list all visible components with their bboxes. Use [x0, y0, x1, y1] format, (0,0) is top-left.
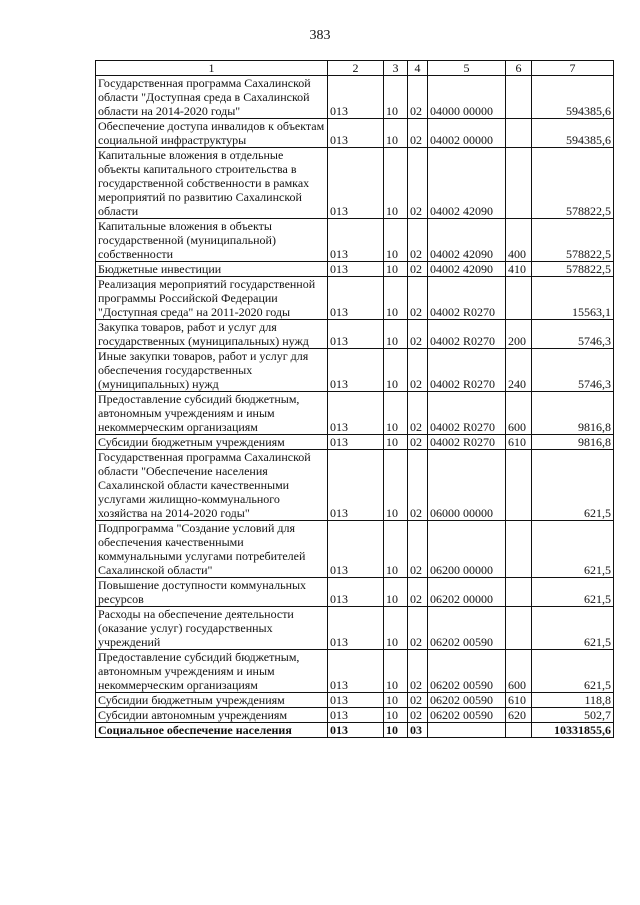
- table-row: [96, 349, 614, 392]
- table-row: [96, 119, 614, 148]
- page-number: 383: [309, 28, 331, 43]
- cell-admin-code: 013: [328, 119, 384, 148]
- cell-target-article: 06202 00590: [428, 607, 506, 650]
- cell-name: Подпрограмма "Создание условий для обеспечения качественными коммунальными услугами потребителей Сахалинской области": [96, 521, 328, 578]
- table-row: [96, 435, 614, 450]
- table-row: [96, 650, 614, 693]
- cell-section: 10: [384, 76, 408, 119]
- cell-name: Государственная программа Сахалинской области "Обеспечение населения Сахалинской области качественными услугами жилищно-коммунального хозяйства на 2014-2020 годы": [96, 450, 328, 521]
- cell-admin-code: 013: [328, 148, 384, 219]
- cell-admin-code: 013: [328, 650, 384, 693]
- cell-target-article: 04002 42090: [428, 262, 506, 277]
- cell-subsection: 02: [408, 650, 428, 693]
- cell-admin-code: 013: [328, 277, 384, 320]
- cell-expense-type: 400: [506, 219, 532, 262]
- cell-name: Социальное обеспечение населения: [96, 723, 328, 738]
- cell-target-article: 04000 00000: [428, 76, 506, 119]
- cell-section: 10: [384, 320, 408, 349]
- header-cell: 5: [428, 61, 506, 76]
- cell-expense-type: 600: [506, 392, 532, 435]
- cell-section: 10: [384, 148, 408, 219]
- cell-amount: 578822,5: [532, 148, 614, 219]
- cell-subsection: 02: [408, 708, 428, 723]
- table-row: [96, 320, 614, 349]
- cell-section: 10: [384, 219, 408, 262]
- header-cell: 6: [506, 61, 532, 76]
- cell-subsection: 02: [408, 450, 428, 521]
- cell-name: Расходы на обеспечение деятельности (оказание услуг) государственных учреждений: [96, 607, 328, 650]
- cell-admin-code: 013: [328, 435, 384, 450]
- cell-expense-type: 610: [506, 435, 532, 450]
- cell-name: Предоставление субсидий бюджетным, автономным учреждениям и иным некоммерческим организациям: [96, 650, 328, 693]
- cell-subsection: 02: [408, 76, 428, 119]
- cell-section: 10: [384, 708, 408, 723]
- cell-expense-type: 240: [506, 349, 532, 392]
- cell-subsection: 02: [408, 521, 428, 578]
- table-row: [96, 219, 614, 262]
- cell-target-article: 04002 00000: [428, 119, 506, 148]
- cell-admin-code: 013: [328, 262, 384, 277]
- cell-name: Закупка товаров, работ и услуг для государственных (муниципальных) нужд: [96, 320, 328, 349]
- header-cell: 7: [532, 61, 614, 76]
- header-cell: 1: [96, 61, 328, 76]
- table-row: [96, 277, 614, 320]
- cell-amount: 578822,5: [532, 262, 614, 277]
- cell-subsection: 02: [408, 693, 428, 708]
- cell-expense-type: [506, 521, 532, 578]
- table-row: [96, 708, 614, 723]
- cell-expense-type: 620: [506, 708, 532, 723]
- cell-subsection: 02: [408, 320, 428, 349]
- cell-name: Капитальные вложения в объекты государственной (муниципальной) собственности: [96, 219, 328, 262]
- cell-expense-type: [506, 578, 532, 607]
- cell-expense-type: 610: [506, 693, 532, 708]
- cell-admin-code: 013: [328, 349, 384, 392]
- cell-amount: 621,5: [532, 578, 614, 607]
- cell-name: Бюджетные инвестиции: [96, 262, 328, 277]
- cell-target-article: 06202 00590: [428, 650, 506, 693]
- cell-amount: 621,5: [532, 450, 614, 521]
- cell-amount: 15563,1: [532, 277, 614, 320]
- cell-subsection: 02: [408, 578, 428, 607]
- cell-expense-type: [506, 148, 532, 219]
- cell-target-article: 04002 R0270: [428, 435, 506, 450]
- cell-admin-code: 013: [328, 708, 384, 723]
- cell-amount: 621,5: [532, 650, 614, 693]
- cell-name: Повышение доступности коммунальных ресурсов: [96, 578, 328, 607]
- cell-expense-type: 200: [506, 320, 532, 349]
- header-cell: 3: [384, 61, 408, 76]
- cell-admin-code: 013: [328, 450, 384, 521]
- cell-subsection: 02: [408, 262, 428, 277]
- cell-subsection: 02: [408, 607, 428, 650]
- table-row: [96, 148, 614, 219]
- cell-admin-code: 013: [328, 693, 384, 708]
- cell-admin-code: 013: [328, 76, 384, 119]
- cell-target-article: 04002 42090: [428, 148, 506, 219]
- cell-target-article: 06202 00000: [428, 578, 506, 607]
- cell-section: 10: [384, 607, 408, 650]
- cell-section: 10: [384, 723, 408, 738]
- cell-expense-type: 600: [506, 650, 532, 693]
- cell-admin-code: 013: [328, 607, 384, 650]
- cell-expense-type: [506, 277, 532, 320]
- table-row: [96, 521, 614, 578]
- cell-expense-type: 410: [506, 262, 532, 277]
- table-row: [96, 578, 614, 607]
- cell-subsection: 02: [408, 435, 428, 450]
- cell-expense-type: [506, 723, 532, 738]
- cell-target-article: 06200 00000: [428, 521, 506, 578]
- cell-admin-code: 013: [328, 392, 384, 435]
- cell-section: 10: [384, 521, 408, 578]
- cell-name: Государственная программа Сахалинской области "Доступная среда в Сахалинской области на 2014-2020 годы": [96, 76, 328, 119]
- table-row: [96, 607, 614, 650]
- cell-name: Обеспечение доступа инвалидов к объектам социальной инфраструктуры: [96, 119, 328, 148]
- cell-amount: 594385,6: [532, 76, 614, 119]
- cell-subsection: 02: [408, 349, 428, 392]
- cell-section: 10: [384, 450, 408, 521]
- cell-name: Предоставление субсидий бюджетным, автономным учреждениям и иным некоммерческим организациям: [96, 392, 328, 435]
- table-row: [96, 693, 614, 708]
- cell-section: 10: [384, 392, 408, 435]
- cell-amount: 621,5: [532, 521, 614, 578]
- cell-target-article: 04002 R0270: [428, 392, 506, 435]
- table-row: [96, 723, 614, 738]
- cell-amount: 9816,8: [532, 392, 614, 435]
- table-row: [96, 262, 614, 277]
- cell-admin-code: 013: [328, 521, 384, 578]
- cell-admin-code: 013: [328, 320, 384, 349]
- cell-section: 10: [384, 119, 408, 148]
- cell-target-article: 06202 00590: [428, 693, 506, 708]
- cell-amount: 5746,3: [532, 320, 614, 349]
- table-row: [96, 392, 614, 435]
- cell-subsection: 02: [408, 219, 428, 262]
- cell-name: Капитальные вложения в отдельные объекты капитального строительства в государственной собственности в рамках мероприятий по развитию Сахалинской области: [96, 148, 328, 219]
- cell-name: Субсидии автономным учреждениям: [96, 708, 328, 723]
- cell-amount: 5746,3: [532, 349, 614, 392]
- cell-section: 10: [384, 693, 408, 708]
- cell-amount: 578822,5: [532, 219, 614, 262]
- cell-target-article: 06202 00590: [428, 708, 506, 723]
- cell-target-article: 04002 42090: [428, 219, 506, 262]
- cell-amount: 594385,6: [532, 119, 614, 148]
- cell-target-article: 04002 R0270: [428, 320, 506, 349]
- header-cell: 2: [328, 61, 384, 76]
- cell-amount: 118,8: [532, 693, 614, 708]
- cell-subsection: 02: [408, 148, 428, 219]
- cell-target-article: 06000 00000: [428, 450, 506, 521]
- cell-subsection: 02: [408, 392, 428, 435]
- header-cell: 4: [408, 61, 428, 76]
- cell-target-article: 04002 R0270: [428, 277, 506, 320]
- cell-section: 10: [384, 650, 408, 693]
- cell-subsection: 03: [408, 723, 428, 738]
- cell-target-article: 04002 R0270: [428, 349, 506, 392]
- cell-expense-type: [506, 119, 532, 148]
- cell-target-article: [428, 723, 506, 738]
- cell-amount: 621,5: [532, 607, 614, 650]
- cell-section: 10: [384, 262, 408, 277]
- cell-subsection: 02: [408, 277, 428, 320]
- cell-admin-code: 013: [328, 723, 384, 738]
- cell-amount: 9816,8: [532, 435, 614, 450]
- cell-expense-type: [506, 450, 532, 521]
- cell-section: 10: [384, 435, 408, 450]
- cell-name: Реализация мероприятий государственной программы Российской Федерации "Доступная среда" на 2011-2020 годы: [96, 277, 328, 320]
- table-row: [96, 450, 614, 521]
- cell-section: 10: [384, 578, 408, 607]
- cell-subsection: 02: [408, 119, 428, 148]
- cell-admin-code: 013: [328, 219, 384, 262]
- table-row: [96, 76, 614, 119]
- cell-name: Субсидии бюджетным учреждениям: [96, 693, 328, 708]
- cell-name: Иные закупки товаров, работ и услуг для обеспечения государственных (муниципальных) нужд: [96, 349, 328, 392]
- cell-section: 10: [384, 349, 408, 392]
- cell-expense-type: [506, 76, 532, 119]
- cell-section: 10: [384, 277, 408, 320]
- cell-name: Субсидии бюджетным учреждениям: [96, 435, 328, 450]
- cell-amount: 10331855,6: [532, 723, 614, 738]
- header-row: [96, 61, 614, 76]
- cell-admin-code: 013: [328, 578, 384, 607]
- cell-amount: 502,7: [532, 708, 614, 723]
- cell-expense-type: [506, 607, 532, 650]
- budget-table: [95, 60, 614, 738]
